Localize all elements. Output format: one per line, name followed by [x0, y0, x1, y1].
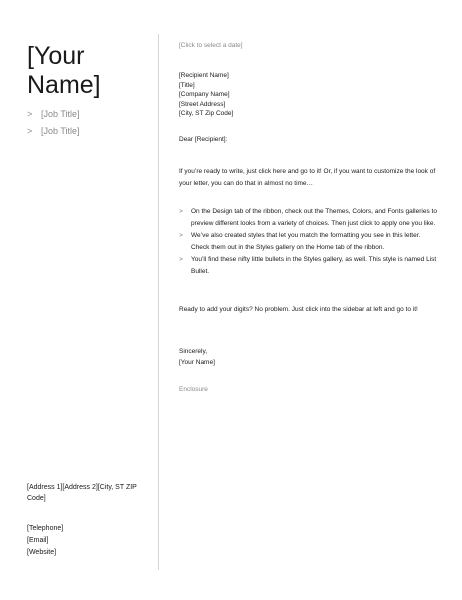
list-item[interactable] — [179, 206, 439, 230]
vertical-divider — [158, 34, 159, 570]
author-name-line1: [Your — [27, 42, 85, 70]
author-name-line2: Name] — [27, 71, 101, 99]
recipient-city[interactable]: [City, ST Zip Code] — [179, 110, 234, 118]
telephone-field[interactable]: [Telephone] — [27, 525, 64, 532]
closing-paragraph[interactable]: Ready to add your digits? No problem. Just click into the sidebar at left and go to it! — [179, 306, 418, 313]
salutation[interactable]: Dear [Recipient]: — [179, 136, 228, 143]
list-item-text: On the Design tab of the ribbon, check out the Themes, Colors, and Fonts galleries to preview different looks from a variety of choices. Then just click to apply one you like. — [191, 208, 437, 227]
list-item-text: We’ve also created styles that let you match the formatting you see in this letter. Check them out in the Styles gallery on the Home tab of the ribbon. — [191, 232, 421, 251]
tips-list — [179, 206, 439, 278]
recipient-company[interactable]: [Company Name] — [179, 91, 230, 99]
website-field[interactable]: [Website] — [27, 549, 57, 556]
contact-block — [27, 523, 145, 559]
signoff[interactable]: Sincerely, — [179, 348, 208, 355]
chevron-right-icon: > — [27, 126, 33, 136]
chevron-right-icon: > — [27, 109, 33, 119]
list-item-text: You’ll find these nifty little bullets in the Styles gallery, as well. This style is named List Bullet. — [191, 256, 437, 275]
recipient-block — [179, 71, 233, 119]
chevron-right-icon: > — [179, 256, 183, 263]
job-title-text: [Job Title] — [41, 126, 80, 136]
list-item[interactable] — [179, 254, 439, 278]
job-title-text: [Job Title] — [41, 109, 80, 119]
email-field[interactable]: [Email] — [27, 537, 49, 544]
list-item[interactable] — [179, 230, 439, 254]
intro-paragraph[interactable]: If you’re ready to write, just click here and go to it! Or, if you want to customize the look of your letter, you can do that in almost no time… — [179, 168, 436, 187]
job-title-2[interactable] — [27, 126, 80, 136]
recipient-street[interactable]: [Street Address] — [179, 100, 226, 108]
enclosure-line[interactable]: Enclosure — [179, 386, 208, 393]
recipient-title[interactable]: [Title] — [179, 81, 195, 89]
chevron-right-icon: > — [179, 232, 183, 239]
sidebar — [0, 0, 158, 600]
date-picker-field[interactable]: [Click to select a date] — [179, 42, 243, 49]
job-title-1[interactable] — [27, 109, 80, 119]
signature-name[interactable]: [Your Name] — [179, 359, 215, 366]
address-block[interactable]: [Address 1][Address 2][City, ST ZIP Code] — [27, 484, 137, 502]
author-name[interactable] — [27, 42, 147, 100]
signoff-block — [179, 346, 215, 368]
chevron-right-icon: > — [179, 208, 183, 215]
recipient-name[interactable]: [Recipient Name] — [179, 72, 229, 79]
